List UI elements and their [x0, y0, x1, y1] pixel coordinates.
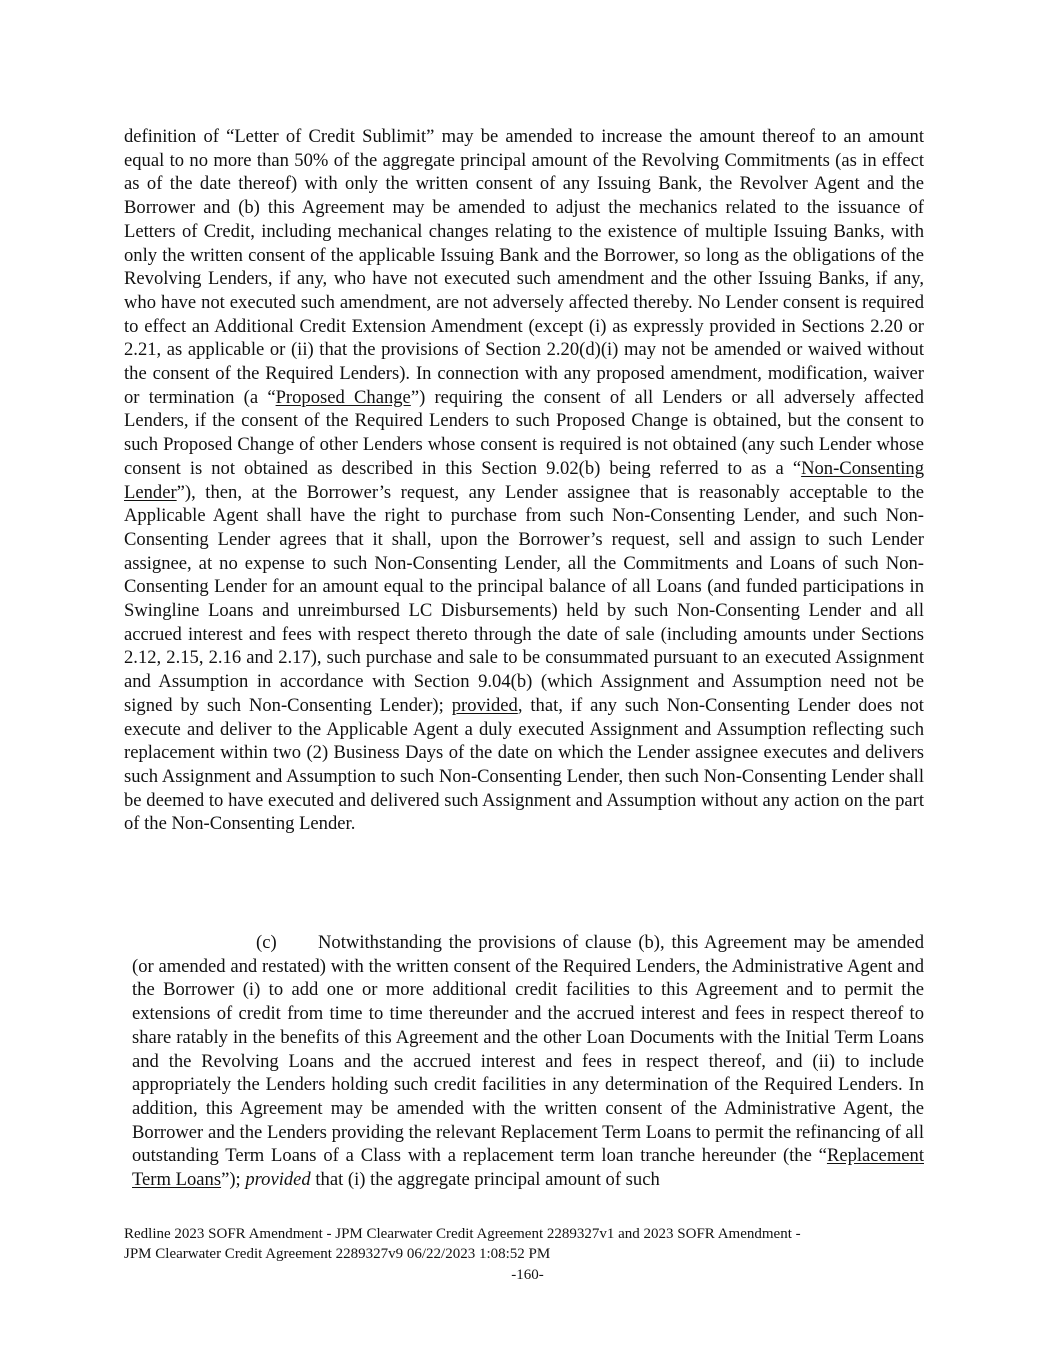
- page-number: -160-: [511, 1267, 544, 1283]
- paragraph-section-9-02-c: [132, 931, 924, 1192]
- paragraph-text: ”) requiring the consent of all Lenders or all adversely affected Lenders, if the consent of the Required Lenders to such Proposed Change is obtained, but the consent to such Proposed Change of other Lenders whose consent is required is not obtained (any such Lender whose consent is not obtained as described in this Section 9.02(b) being referred to as a “: [124, 386, 924, 479]
- defined-term-proposed-change: Proposed Change: [275, 386, 411, 408]
- defined-term-non-consenting-lender: Non-Consenting Lender: [124, 457, 924, 503]
- clause-label: (c): [256, 932, 277, 953]
- term-provided-italic: provided: [245, 1169, 311, 1191]
- paragraph-text: Notwithstanding the provisions of clause (b), this Agreement may be amended (or amended and restated) with the written consent of the Required Lenders, the Administrative Agent and the Borrower (i) to add one or more additional credit facilities to this Agreement and to permit the extensions of credit from time to time thereunder and the accrued interest and fees in respect thereof to share ratably in the benefits of this Agreement and the other Loan Documents with the Initial Term Loans and the Revolving Loans and the accrued interest and fees in respect thereof, and (ii) to include appropriately the Lenders holding such credit facilities in any determination of the Required Lenders. In addition, this Agreement may be amended with the written consent of the Administrative Agent, the Borrower and the Lenders providing the relevant Replacement Term Loans to permit the refinancing of all outstanding Term Loans of a Class with a replacement term loan tranche hereunder (the “: [132, 932, 924, 1167]
- footer-line-1: Redline 2023 SOFR Amendment - JPM Clearwater Credit Agreement 2289327v1 and 2023 SOFR Amendment -: [124, 1226, 801, 1242]
- paragraph-text: that (i) the aggregate principal amount of such: [310, 1169, 660, 1191]
- term-provided: provided: [451, 694, 518, 716]
- defined-term-replacement-term-loans: Replacement Term Loans: [132, 1145, 924, 1191]
- paragraph-text: ”), then, at the Borrower’s request, any Lender assignee that is reasonably acceptable to the Applicable Agent shall have the right to purchase from such Non-Consenting Lender, and such Non-Consenting Lender agrees that it shall, upon the Borrower’s request, sell and assign to such Lender assignee, at no expense to such Non-Consenting Lender, all the Commitments and Loans of such Non-Consenting Lender for an amount equal to the principal balance of all Loans (and funded participations in Swingline Loans and unreimbursed LC Disbursements) held by such Non-Consenting Lender and all accrued interest and fees with respect thereto through the date of sale (including amounts under Sections 2.12, 2.15, 2.16 and 2.17), such purchase and sale to be consummated pursuant to an executed Assignment and Assumption in accordance with Section 9.04(b) (which Assignment and Assumption need not be signed by such Non-Consenting Lender);: [124, 481, 924, 716]
- paragraph-section-9-02-b: [124, 125, 924, 836]
- paragraph-text: ”);: [221, 1169, 246, 1191]
- footer-line-2: JPM Clearwater Credit Agreement 2289327v9 06/22/2023 1:08:52 PM: [124, 1245, 551, 1262]
- document-footer: [124, 1225, 924, 1264]
- paragraph-text: , that, if any such Non-Consenting Lender does not execute and deliver to the Applicable Agent a duly executed Assignment and Assumption reflecting such replacement within two (2) Business Days of the date on which the Lender assignee executes and delivers such Assignment and Assumption to such Non-Consenting Lender, then such Non-Consenting Lender shall be deemed to have executed and delivered such Assignment and Assumption without any action on the part of the Non-Consenting Lender.: [124, 694, 924, 835]
- paragraph-text: definition of “Letter of Credit Sublimit” may be amended to increase the amount thereof to an amount equal to no more than 50% of the aggregate principal amount of the Revolving Commitments (as in effect as of the date thereof) with only the written consent of any Issuing Bank, the Revolver Agent and the Borrower and (b) this Agreement may be amended to adjust the mechanics related to the issuance of Letters of Credit, including mechanical changes relating to the existence of multiple Issuing Banks, with only the written consent of the applicable Issuing Bank and the Borrower, so long as the obligations of the Revolving Lenders, if any, who have not executed such amendment and the other Issuing Banks, if any, who have not executed such amendment, are not adversely affected thereby. No Lender consent is required to effect an Additional Credit Extension Amendment (except (i) as expressly provided in Sections 2.20 or 2.21, as applicable or (ii) that the provisions of Section 2.20(d)(i) may not be amended or waived without the consent of the Required Lenders). In connection with any proposed amendment, modification, waiver or termination (a “: [124, 126, 924, 408]
